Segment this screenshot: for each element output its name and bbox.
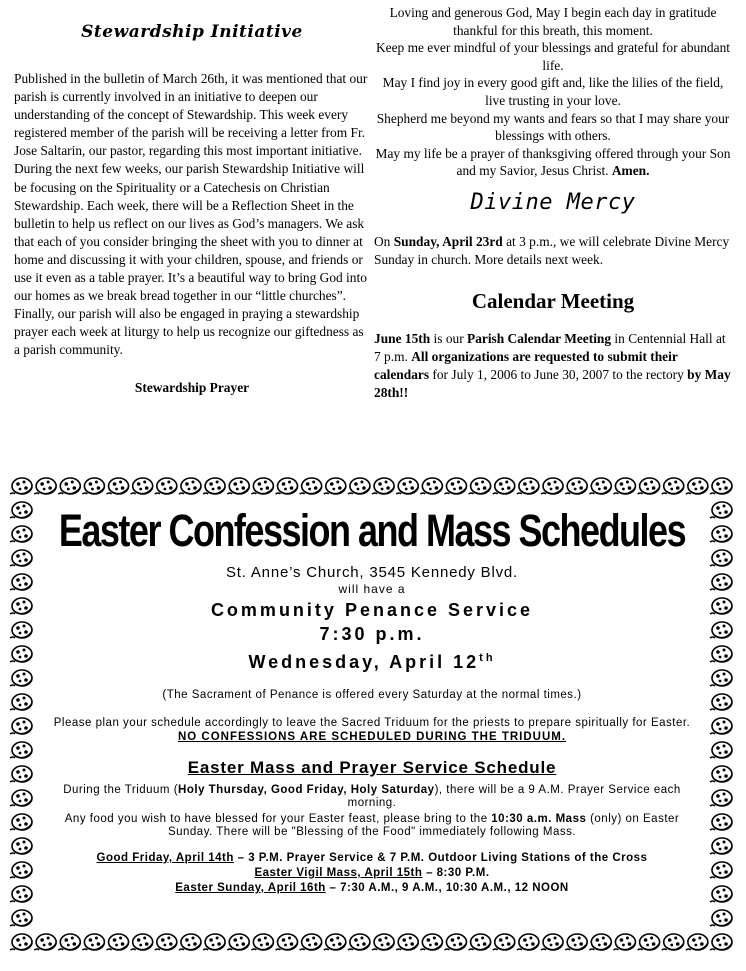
- egg-icon: [420, 934, 442, 950]
- egg-icon: [710, 574, 732, 590]
- egg-icon: [444, 478, 466, 494]
- egg-icon: [251, 478, 273, 494]
- prayer-line-5: [374, 145, 732, 180]
- food-a: Any food you wish to have blessed for your Easter feast, please bring to the: [64, 813, 492, 825]
- egg-icon: [203, 478, 225, 494]
- cal-date: June 15th: [374, 330, 431, 346]
- stewardship-prayer-heading: Stewardship Prayer: [134, 379, 250, 395]
- plan-note: Please plan your schedule accordingly to leave the Sacred Triduum for the priests to prepare spiritually for Easter.: [53, 717, 691, 729]
- calendar-meeting-title: Calendar Meeting: [471, 288, 635, 313]
- no-confessions-note: NO CONFESSIONS ARE SCHEDULED DURING THE TRIDUUM.: [177, 731, 567, 743]
- egg-icon: [710, 694, 732, 710]
- cal-meeting: Parish Calendar Meeting: [467, 330, 612, 346]
- egg-icon: [710, 526, 732, 542]
- egg-icon: [493, 934, 515, 950]
- cal-t1: is our: [430, 330, 468, 346]
- church-address: St. Anne’s Church, 3545 Kennedy Blvd.: [226, 564, 518, 581]
- egg-icon: [10, 838, 32, 854]
- egg-icon: [131, 478, 153, 494]
- egg-icon: [517, 934, 539, 950]
- prayer-line-5-text: May my life be a prayer of thanksgiving offered through your Son and my Savior, Jesus Christ.: [375, 145, 731, 179]
- good-friday-day: Good Friday, April 14th: [96, 852, 234, 864]
- egg-icon: [10, 478, 32, 494]
- egg-icon: [82, 478, 104, 494]
- stewardship-body: [14, 70, 370, 360]
- egg-icon: [710, 790, 732, 806]
- egg-icon: [710, 934, 732, 950]
- stewardship-title: Stewardship Initiative: [81, 22, 303, 42]
- egg-icon: [348, 934, 370, 950]
- dm-details: at 3 p.m., we will celebrate Divine Mercy Sunday in church. More details next week.: [374, 233, 730, 267]
- egg-icon: [324, 934, 346, 950]
- egg-icon: [565, 478, 587, 494]
- egg-icon: [10, 622, 32, 638]
- easter-vigil-times: – 8:30 P.M.: [422, 867, 490, 879]
- stewardship-paragraph-1: Published in the bulletin of March 26th, it was mentioned that our parish is currently involved in an initiative to deepen our understanding of the concept of Stewardship. This week every registered member of the parish will be receiving a letter from Fr. Jose Saltarin, our pastor, regarding this most important initiative.: [14, 71, 368, 159]
- egg-icon: [638, 478, 660, 494]
- prayer-line-4: Shepherd me beyond my wants and fears so that I may share your blessings with others.: [376, 110, 730, 144]
- divine-mercy-title: Divine Mercy: [470, 189, 636, 215]
- egg-icon: [10, 862, 32, 878]
- egg-icon: [396, 934, 418, 950]
- egg-icon: [10, 790, 32, 806]
- egg-icon: [276, 478, 298, 494]
- egg-icon: [710, 478, 732, 494]
- egg-icon: [710, 862, 732, 878]
- egg-icon: [155, 478, 177, 494]
- egg-icon: [155, 934, 177, 950]
- egg-icon: [710, 646, 732, 662]
- dm-on: On: [374, 233, 394, 249]
- egg-icon: [10, 574, 32, 590]
- good-friday-times: – 3 P.M. Prayer Service & 7 P.M. Outdoor Living Stations of the Cross: [233, 852, 648, 864]
- easter-vigil-day: Easter Vigil Mass, April 15th: [254, 867, 423, 879]
- egg-icon: [589, 934, 611, 950]
- egg-icon: [227, 934, 249, 950]
- egg-icon: [541, 478, 563, 494]
- sacrament-note: (The Sacrament of Penance is offered every Saturday at the normal times.): [162, 689, 582, 701]
- egg-icon: [710, 766, 732, 782]
- egg-icon: [107, 478, 129, 494]
- flyer-title: Easter Confession and Mass Schedules: [58, 504, 686, 556]
- egg-icon: [686, 478, 708, 494]
- stewardship-prayer-text: [374, 4, 732, 180]
- easter-flyer: [8, 472, 736, 956]
- triduum-b: ), there will be a 9 A.M. Prayer Service each morning.: [347, 784, 681, 809]
- egg-icon: [10, 718, 32, 734]
- egg-icon: [710, 886, 732, 902]
- egg-icon: [227, 478, 249, 494]
- egg-icon: [662, 478, 684, 494]
- egg-icon: [300, 478, 322, 494]
- egg-icon: [396, 478, 418, 494]
- penance-date: [42, 646, 702, 674]
- penance-date-text: Wednesday, April 12: [248, 652, 480, 672]
- egg-icon: [589, 478, 611, 494]
- penance-date-suffix: th: [479, 652, 496, 664]
- egg-icon: [541, 934, 563, 950]
- egg-icon: [372, 478, 394, 494]
- cal-request: All organizations are requested to submit their calendars: [374, 348, 678, 382]
- egg-icon: [710, 742, 732, 758]
- right-column: [374, 4, 732, 402]
- prayer-line-1: Loving and generous God, May I begin each day in gratitude thankful for this breath, this moment.: [389, 5, 717, 38]
- easter-vigil-line: [42, 866, 702, 881]
- egg-icon: [710, 838, 732, 854]
- egg-icon: [58, 934, 80, 950]
- egg-icon: [710, 502, 732, 518]
- egg-icon: [372, 934, 394, 950]
- egg-icon: [179, 934, 201, 950]
- calendar-meeting-text: [374, 330, 732, 402]
- egg-icon: [10, 502, 32, 518]
- triduum-a: During the Triduum (: [63, 784, 179, 796]
- prayer-line-2: Keep me ever mindful of your blessings and grateful for abundant life.: [375, 40, 730, 73]
- triduum-days: Holy Thursday, Good Friday, Holy Saturday: [178, 784, 435, 796]
- food-blessing-note: [42, 813, 702, 839]
- egg-icon: [10, 814, 32, 830]
- egg-icon: [638, 934, 660, 950]
- easter-sunday-times: – 7:30 A.M., 9 A.M., 10:30 A.M., 12 NOON: [325, 882, 569, 894]
- food-mass: 10:30 a.m. Mass: [491, 813, 587, 825]
- easter-sunday-day: Easter Sunday, April 16th: [175, 882, 326, 894]
- will-have-text: will have a: [338, 582, 406, 596]
- divine-mercy-body: [374, 233, 732, 269]
- cal-t3: for July 1, 2006 to June 30, 2007 to the rectory: [429, 366, 688, 382]
- egg-icon: [444, 934, 466, 950]
- egg-icon: [710, 718, 732, 734]
- stewardship-section: [14, 14, 370, 396]
- easter-sunday-line: [42, 881, 702, 896]
- schedule-title: Easter Mass and Prayer Service Schedule: [187, 758, 557, 777]
- egg-icon: [710, 622, 732, 638]
- egg-icon: [710, 814, 732, 830]
- egg-icon: [10, 526, 32, 542]
- egg-icon: [686, 934, 708, 950]
- egg-icon: [710, 910, 732, 926]
- egg-icon: [10, 886, 32, 902]
- egg-icon: [34, 478, 56, 494]
- egg-icon: [276, 934, 298, 950]
- egg-icon: [613, 478, 635, 494]
- egg-icon: [613, 934, 635, 950]
- egg-icon: [710, 670, 732, 686]
- egg-icon: [10, 694, 32, 710]
- egg-icon: [251, 934, 273, 950]
- egg-icon: [34, 934, 56, 950]
- prayer-line-3: May I find joy in every good gift and, like the lilies of the field, live trusting in your love.: [382, 75, 724, 108]
- egg-icon: [10, 550, 32, 566]
- egg-icon: [10, 598, 32, 614]
- cal-deadline: by May 28th!!: [374, 366, 731, 400]
- calendar-meeting-body: [374, 330, 732, 402]
- egg-icon: [10, 670, 32, 686]
- egg-icon: [107, 934, 129, 950]
- egg-icon: [493, 478, 515, 494]
- egg-icon: [179, 478, 201, 494]
- egg-icon: [82, 934, 104, 950]
- penance-service-title: Community Penance Service: [210, 600, 534, 620]
- egg-icon: [469, 934, 491, 950]
- egg-icon: [710, 598, 732, 614]
- prayer-amen: Amen.: [611, 163, 650, 179]
- egg-icon: [348, 478, 370, 494]
- egg-icon: [662, 934, 684, 950]
- cal-t2: in Centennial Hall at 7 p.m.: [374, 330, 726, 364]
- egg-icon: [10, 934, 32, 950]
- triduum-note: [42, 784, 702, 810]
- dm-date: Sunday, April 23rd: [393, 233, 503, 249]
- divine-mercy-text: [374, 233, 732, 269]
- food-b: (only) on Easter Sunday. There will be "Blessing of the Food" immediately following Mass.: [167, 813, 680, 838]
- egg-icon: [203, 934, 225, 950]
- egg-icon: [517, 478, 539, 494]
- egg-icon: [710, 550, 732, 566]
- penance-time: 7:30 p.m.: [319, 624, 425, 644]
- flyer-content: [42, 506, 702, 896]
- stewardship-paragraph-2: During the next few weeks, our parish Stewardship Initiative will be focusing on the Spirituality or a Catechesis on Christian Stewardship. Each week, there will be a Reflection Sheet in the bulletin to help us reflect on our lives as God’s managers. We ask that each of you consider bringing the sheet with you to dinner at home and discussing it with your children, spouse, and friends or use it even as a table prayer. It’s a beautiful way to bring God into our homes as we break bread together in our “little churches”. Finally, our parish will also be engaged in praying a stewardship prayer each week at liturgy to help us recognize our giftedness as a parish community.: [14, 161, 367, 358]
- egg-icon: [10, 910, 32, 926]
- egg-icon: [58, 478, 80, 494]
- egg-icon: [10, 766, 32, 782]
- egg-icon: [131, 934, 153, 950]
- good-friday-line: [42, 851, 702, 866]
- egg-icon: [420, 478, 442, 494]
- egg-icon: [10, 646, 32, 662]
- egg-icon: [469, 478, 491, 494]
- egg-icon: [10, 742, 32, 758]
- egg-icon: [565, 934, 587, 950]
- egg-icon: [300, 934, 322, 950]
- egg-icon: [324, 478, 346, 494]
